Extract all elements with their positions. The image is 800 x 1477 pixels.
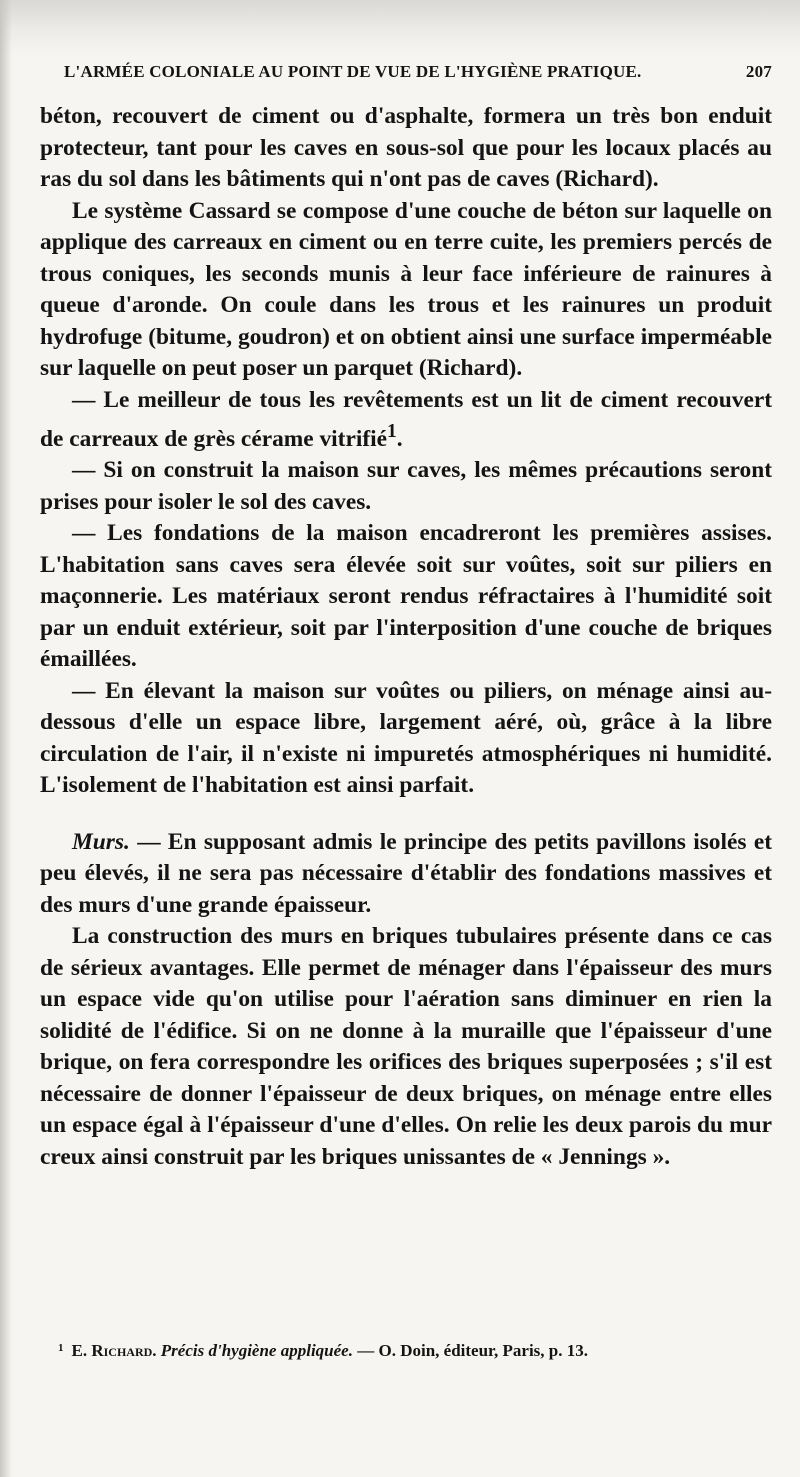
paragraph: — Les fondations de la maison encadreront les premières assises. L'habitation sans caves sera élevée soit sur voûtes, soit sur piliers en maçonnerie. Les matériaux seront rendus réfractaires à l'humidité soit par un enduit extérieur, soit par l'interposition d'une couche de briques émaillées.: [40, 520, 772, 673]
section-heading: Murs.: [72, 828, 130, 855]
paragraph: béton, recouvert de ciment ou d'asphalte, formera un très bon enduit protecteur, tant pour les caves en sous-sol que pour les locaux placés au ras du sol dans les bâtiments qui n'ont pas de caves (Richard).: [40, 103, 772, 192]
paragraph: [40, 385, 772, 456]
section-paragraph: [40, 827, 772, 922]
running-header: [64, 62, 772, 82]
paragraph: La construction des murs en briques tubulaires présente dans ce cas de sérieux avantages. Elle permet de ménager dans l'épaisseur des murs un espace vide qu'on utilise pour l'aération sans diminuer en rien la solidité de l'édifice. Si on ne donne à la muraille que l'épaisseur d'une brique, on fera correspondre les orifices des briques superposées ; s'il est nécessaire de donner l'épaisseur de deux briques, on ménage entre elles un espace égal à l'épaisseur d'une d'elles. On relie les deux parois du mur creux ainsi construit par les briques unissantes de « Jennings ».: [40, 923, 772, 1170]
body-text: [40, 101, 772, 1173]
page-edge-shadow: [0, 0, 12, 1477]
page-number: 207: [745, 62, 772, 81]
paragraph: Le système Cassard se compose d'une couche de béton sur laquelle on applique des carreaux en ciment ou en terre cuite, les premiers percés de trous coniques, les seconds munis à leur face inférieure de rainures à queue d'aronde. On coule dans les trous et les rainures un produit hydrofuge (bitume, goudron) et on obtient ainsi une surface imperméable sur laquelle on peut poser un parquet (Richard).: [40, 197, 772, 381]
paragraph-text: — Le meilleur de tous les revêtements est un lit de ciment recouvert de carreaux de grès cérame vitrifié: [40, 386, 772, 452]
footnote-initial: E.: [71, 1341, 88, 1360]
paragraph: — En élevant la maison sur voûtes ou piliers, on ménage ainsi au-dessous d'elle un espace libre, largement aéré, où, grâce à la libre circulation de l'air, il n'existe ni impuretés atmosphériques ni humidité. L'isolement de l'habitation est ainsi parfait.: [40, 677, 772, 799]
footnote-title: Précis d'hygiène appliquée.: [160, 1341, 353, 1360]
paragraph-end: .: [396, 425, 403, 452]
footnote-marker: 1: [58, 1342, 64, 1354]
footnote-publisher: — O. Doin, éditeur, Paris, p. 13.: [352, 1341, 588, 1360]
footnote-reference: 1: [387, 421, 397, 442]
paragraph: — Si on construit la maison sur caves, les mêmes précautions seront prises pour isoler le sol des caves.: [40, 457, 772, 515]
footnote-author: Richard.: [91, 1341, 157, 1360]
running-title: L'ARMÉE COLONIALE AU POINT DE VUE DE L'HYGIÈNE PRATIQUE.: [64, 62, 642, 81]
footnote: [58, 1341, 772, 1361]
paragraph-text: — En supposant admis le principe des petits pavillons isolés et peu élevés, il ne sera pas nécessaire d'établir des fondations massives et des murs d'une grande épaisseur.: [40, 828, 772, 918]
